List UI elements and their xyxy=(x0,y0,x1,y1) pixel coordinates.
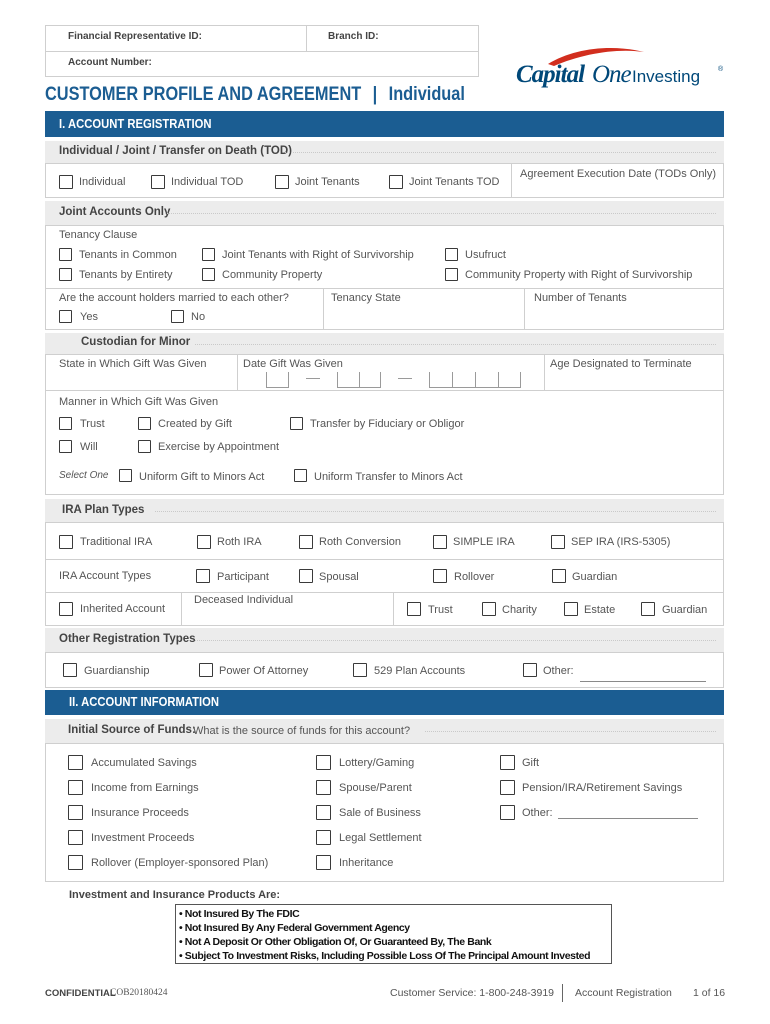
checkbox-roth-ira[interactable] xyxy=(197,535,211,549)
spousal-label: Spousal xyxy=(319,571,359,583)
income-earnings-label: Income from Earnings xyxy=(91,782,199,794)
tenancy-clause-label: Tenancy Clause xyxy=(59,229,138,241)
divider xyxy=(393,592,394,626)
footer-confidential: CONFIDENTIAL xyxy=(45,988,116,999)
divider xyxy=(45,51,479,52)
disclosure-item: • Not Insured By Any Federal Government Agency xyxy=(179,922,410,934)
checkbox-lottery-gaming[interactable] xyxy=(316,755,331,770)
footer-customer-service: Customer Service: 1-800-248-3919 xyxy=(390,987,555,999)
ira-guardian-label: Guardian xyxy=(572,571,618,583)
gift-date-month-field[interactable] xyxy=(266,372,288,388)
page-title-separator: | xyxy=(372,84,378,105)
exercise-appointment-label: Exercise by Appointment xyxy=(158,441,280,453)
utma-label: Uniform Transfer to Minors Act xyxy=(314,471,463,483)
fin-rep-id-field[interactable] xyxy=(210,27,304,49)
divider xyxy=(562,984,563,1002)
529-plan-label: 529 Plan Accounts xyxy=(374,665,466,677)
number-of-tenants-label: Number of Tenants xyxy=(534,292,627,304)
divider xyxy=(452,372,475,388)
jtwros-label: Joint Tenants with Right of Survivorship xyxy=(222,249,414,261)
ira-band xyxy=(45,499,724,522)
divider xyxy=(544,354,545,390)
other-registration-band xyxy=(45,628,724,652)
checkbox-created-by-gift[interactable] xyxy=(138,417,151,430)
inheritance-label: Inheritance xyxy=(339,857,394,869)
accumulated-savings-label: Accumulated Savings xyxy=(91,757,197,769)
inherited-trust-label: Trust xyxy=(428,604,453,616)
checkbox-sale-of-business[interactable] xyxy=(316,805,331,820)
checkbox-tenants-in-common[interactable] xyxy=(59,248,72,261)
account-number-field[interactable] xyxy=(160,53,477,75)
tenancy-state-field[interactable] xyxy=(328,306,520,328)
divider xyxy=(181,592,182,626)
checkbox-individual-tod[interactable] xyxy=(151,175,165,189)
checkbox-gift[interactable] xyxy=(500,755,515,770)
traditional-ira-label: Traditional IRA xyxy=(80,536,153,548)
inherited-account-label: Inherited Account xyxy=(80,603,166,615)
checkbox-jtwros[interactable] xyxy=(202,248,215,261)
community-property-ros-label: Community Property with Right of Survivorship xyxy=(465,269,693,281)
funds-band xyxy=(45,719,724,743)
transfer-fiduciary-label: Transfer by Fiduciary or Obligor xyxy=(310,418,465,430)
roth-ira-label: Roth IRA xyxy=(217,536,262,548)
checkbox-legal-settlement[interactable] xyxy=(316,830,331,845)
usufruct-label: Usufruct xyxy=(465,249,506,261)
checkbox-ugma[interactable] xyxy=(119,469,132,482)
ugma-label: Uniform Gift to Minors Act xyxy=(139,471,265,483)
deceased-individual-field[interactable] xyxy=(186,607,390,624)
community-property-label: Community Property xyxy=(222,269,323,281)
checkbox-accumulated-savings[interactable] xyxy=(68,755,83,770)
divider xyxy=(45,592,724,593)
checkbox-inherited-estate[interactable] xyxy=(564,602,578,616)
checkbox-tenants-by-entirety[interactable] xyxy=(59,268,72,281)
lottery-gaming-label: Lottery/Gaming xyxy=(339,757,415,769)
checkbox-transfer-fiduciary[interactable] xyxy=(290,417,303,430)
gift-trust-label: Trust xyxy=(80,418,105,430)
married-no-label: No xyxy=(191,311,206,323)
page-title xyxy=(45,84,465,108)
joint-heading: Joint Accounts Only xyxy=(59,206,171,218)
checkbox-529-plan[interactable] xyxy=(353,663,367,677)
checkbox-community-property[interactable] xyxy=(202,268,215,281)
logo-investing-text: Investing xyxy=(632,67,701,86)
ira-heading: IRA Plan Types xyxy=(62,504,145,516)
option-joint-tenants-tod-label: Joint Tenants TOD xyxy=(409,176,500,188)
option-individual-label: Individual xyxy=(79,176,126,188)
checkbox-spousal[interactable] xyxy=(299,569,313,583)
checkbox-exercise-appointment[interactable] xyxy=(138,440,151,453)
pension-ira-label: Pension/IRA/Retirement Savings xyxy=(522,782,683,794)
roth-conversion-label: Roth Conversion xyxy=(319,536,401,548)
section-2-title: II. ACCOUNT INFORMATION xyxy=(69,695,219,709)
created-by-gift-label: Created by Gift xyxy=(158,418,232,430)
divider xyxy=(498,372,521,388)
agreement-date-label: Agreement Execution Date (TODs Only) xyxy=(520,168,717,180)
capital-one-investing-logo xyxy=(512,42,727,92)
page-title-sub: Individual xyxy=(388,84,465,105)
simple-ira-label: SIMPLE IRA xyxy=(453,536,515,548)
section-1-header xyxy=(45,111,724,137)
funds-question: What is the source of funds for this account? xyxy=(193,725,411,737)
divider xyxy=(306,25,307,51)
deceased-individual-label: Deceased Individual xyxy=(194,594,294,606)
sep-ira-label: SEP IRA (IRS-5305) xyxy=(571,536,671,548)
other-funds-label: Other: xyxy=(522,807,553,819)
checkbox-traditional-ira[interactable] xyxy=(59,535,73,549)
checkbox-inherited-guardian[interactable] xyxy=(641,602,655,616)
products-heading: Investment and Insurance Products Are: xyxy=(69,889,281,901)
fin-rep-id-label: Financial Representative ID: xyxy=(68,31,202,42)
checkbox-simple-ira[interactable] xyxy=(433,535,447,549)
date-dash xyxy=(306,378,320,379)
gift-label: Gift xyxy=(522,757,540,769)
agreement-date-field[interactable] xyxy=(514,182,722,196)
other-registration-field[interactable] xyxy=(580,681,706,682)
footer-section-name: Account Registration xyxy=(575,987,672,999)
custodian-heading: Custodian for Minor xyxy=(81,336,191,348)
age-terminate-field[interactable] xyxy=(549,372,721,388)
checkbox-inherited-trust[interactable] xyxy=(407,602,421,616)
checkbox-investment-proceeds[interactable] xyxy=(68,830,83,845)
checkbox-income-earnings[interactable] xyxy=(68,780,83,795)
divider xyxy=(359,372,381,388)
checkbox-insurance-proceeds[interactable] xyxy=(68,805,83,820)
option-individual-tod-label: Individual TOD xyxy=(171,176,244,188)
logo-brand-text: Capital xyxy=(516,61,585,88)
divider xyxy=(511,163,512,198)
divider xyxy=(45,288,724,289)
disclosure-item: • Not A Deposit Or Other Obligation Of, Or Guaranteed By, The Bank xyxy=(179,936,492,948)
select-one-note: Select One xyxy=(59,470,109,481)
spouse-parent-label: Spouse/Parent xyxy=(339,782,412,794)
checkbox-inheritance[interactable] xyxy=(316,855,331,870)
section-1-title: I. ACCOUNT REGISTRATION xyxy=(59,117,212,131)
gift-manner-label: Manner in Which Gift Was Given xyxy=(59,396,219,408)
divider xyxy=(288,372,289,388)
gift-state-field[interactable] xyxy=(50,372,233,388)
ira-account-types-label: IRA Account Types xyxy=(59,570,152,582)
gift-date-label: Date Gift Was Given xyxy=(243,358,343,370)
divider xyxy=(237,354,238,390)
other-funds-field[interactable] xyxy=(558,818,698,819)
disclosure-box xyxy=(175,904,612,964)
legal-settlement-label: Legal Settlement xyxy=(339,832,422,844)
tenants-by-entirety-label: Tenants by Entirety xyxy=(79,269,173,281)
branch-id-field[interactable] xyxy=(385,27,477,49)
checkbox-other-registration[interactable] xyxy=(523,663,537,677)
inherited-charity-label: Charity xyxy=(502,604,537,616)
checkbox-utma[interactable] xyxy=(294,469,307,482)
number-of-tenants-field[interactable] xyxy=(530,306,722,328)
checkbox-inherited-charity[interactable] xyxy=(482,602,496,616)
divider xyxy=(45,390,724,391)
logo-registered-mark: ® xyxy=(718,66,724,73)
tenancy-state-label: Tenancy State xyxy=(331,292,401,304)
disclosure-item: • Not Insured By The FDIC xyxy=(179,908,300,920)
disclosure-item: • Subject To Investment Risks, Including Possible Loss Of The Principal Amount Invested xyxy=(179,950,591,962)
age-terminate-label: Age Designated to Terminate xyxy=(550,358,692,370)
inherited-guardian-label: Guardian xyxy=(662,604,708,616)
investment-proceeds-label: Investment Proceeds xyxy=(91,832,195,844)
checkbox-gift-trust[interactable] xyxy=(59,417,72,430)
option-joint-tenants-label: Joint Tenants xyxy=(295,176,360,188)
checkbox-sep-ira[interactable] xyxy=(551,535,565,549)
tenants-in-common-label: Tenants in Common xyxy=(79,249,177,261)
funds-heading: Initial Source of Funds: xyxy=(68,724,196,736)
checkbox-other-funds[interactable] xyxy=(500,805,515,820)
gift-date-year-field[interactable] xyxy=(429,372,452,388)
divider xyxy=(45,559,724,560)
custodian-band xyxy=(45,333,724,354)
disclosure-list xyxy=(179,907,590,963)
footer-code: COB20180424 xyxy=(110,988,168,998)
married-question: Are the account holders married to each other? xyxy=(59,292,289,304)
checkbox-spouse-parent[interactable] xyxy=(316,780,331,795)
checkbox-individual[interactable] xyxy=(59,175,73,189)
sale-of-business-label: Sale of Business xyxy=(339,807,421,819)
checkbox-joint-tenants-tod[interactable] xyxy=(389,175,403,189)
date-dash xyxy=(398,378,412,379)
divider xyxy=(323,288,324,330)
other-registration-heading: Other Registration Types xyxy=(59,633,196,645)
checkbox-participant[interactable] xyxy=(196,569,210,583)
joint-band xyxy=(45,201,724,225)
other-registration-label: Other: xyxy=(543,665,574,677)
rollover-employer-label: Rollover (Employer-sponsored Plan) xyxy=(91,857,269,869)
rollover-label: Rollover xyxy=(454,571,495,583)
checkbox-rollover[interactable] xyxy=(433,569,447,583)
power-of-attorney-label: Power Of Attorney xyxy=(219,665,309,677)
checkbox-community-property-ros[interactable] xyxy=(445,268,458,281)
section-2-header xyxy=(45,690,724,715)
checkbox-power-of-attorney[interactable] xyxy=(199,663,213,677)
checkbox-gift-will[interactable] xyxy=(59,440,72,453)
checkbox-rollover-employer[interactable] xyxy=(68,855,83,870)
account-number-label: Account Number: xyxy=(68,57,152,68)
checkbox-married-yes[interactable] xyxy=(59,310,72,323)
page-title-main: CUSTOMER PROFILE AND AGREEMENT xyxy=(45,84,362,105)
checkbox-joint-tenants[interactable] xyxy=(275,175,289,189)
checkbox-ira-guardian[interactable] xyxy=(552,569,566,583)
gift-will-label: Will xyxy=(80,441,98,453)
checkbox-inherited-account[interactable] xyxy=(59,602,73,616)
checkbox-married-no[interactable] xyxy=(171,310,184,323)
gift-state-label: State in Which Gift Was Given xyxy=(59,358,207,370)
insurance-proceeds-label: Insurance Proceeds xyxy=(91,807,189,819)
checkbox-usufruct[interactable] xyxy=(445,248,458,261)
checkbox-roth-conversion[interactable] xyxy=(299,535,313,549)
married-yes-label: Yes xyxy=(80,311,98,323)
participant-label: Participant xyxy=(217,571,269,583)
logo-one-text: One xyxy=(592,61,631,88)
gift-date-day-field[interactable] xyxy=(337,372,359,388)
branch-id-label: Branch ID: xyxy=(328,31,379,42)
checkbox-pension-ira[interactable] xyxy=(500,780,515,795)
checkbox-guardianship[interactable] xyxy=(63,663,77,677)
ownership-band xyxy=(45,141,724,163)
ownership-heading: Individual / Joint / Transfer on Death (TOD) xyxy=(59,145,293,157)
divider xyxy=(524,288,525,330)
guardianship-label: Guardianship xyxy=(84,665,150,677)
inherited-estate-label: Estate xyxy=(584,604,616,616)
footer-page-number: 1 of 16 xyxy=(693,987,726,999)
divider xyxy=(475,372,498,388)
